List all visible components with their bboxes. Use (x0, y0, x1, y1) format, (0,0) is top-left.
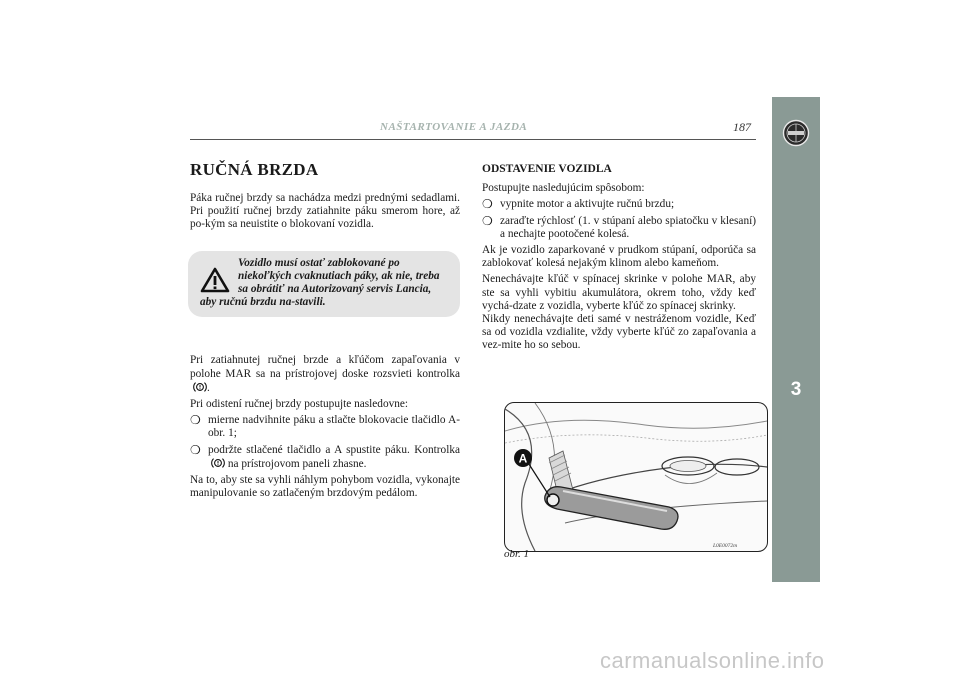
lever-illustration (505, 403, 767, 551)
parking-step (482, 215, 756, 241)
section-title-parking: ODSTAVENIE VOZIDLA (482, 163, 612, 175)
parking-step-text: vypnite motor a aktivujte ručnú brzdu; (500, 198, 675, 211)
key-paragraph: Nenechávajte kľúč v spínacej skrinke v polohe MAR, aby ste sa vyhli vybitiu akumulátora, okrem toho, vždy keď vychá-dzate z vozidla, vyberte kľúč zo spínacej skrinky. (482, 273, 756, 312)
right-column (482, 160, 756, 356)
bullet-circle-icon: ❍ (482, 213, 493, 228)
parking-step-text: zaraďte rýchlosť (1. v stúpaní alebo spiatočku v klesaní) a nechajte pootočené kolesá. (500, 214, 756, 240)
release-step (190, 414, 460, 440)
page-number: 187 (733, 120, 751, 134)
running-title: NAŠTARTOVANIE A JAZDA (380, 121, 528, 133)
left-column (190, 160, 460, 503)
callout-label-a: A (518, 451, 528, 466)
watermark: carmanualsonline.info (600, 648, 825, 673)
figure-code: L0E0072m (713, 543, 738, 549)
warning-box (188, 251, 460, 318)
release-intro: Pri odistení ručnej brzdy postupujte nasledovne: (190, 398, 409, 411)
chapter-number: 3 (790, 379, 802, 400)
figure-parking-brake-lever (504, 402, 768, 552)
engaged-paragraph-text: Pri zatiahnutej ručnej brzde a kľúčom zapaľovania v polohe MAR sa na prístrojovej doske rozsvieti kontrolka (190, 354, 460, 380)
final-paragraph: Na to, aby ste sa vyhli náhlym pohybom vozidla, vykonajte manipulovanie so zatlačeným brzdovým pedálom. (190, 474, 460, 500)
engaged-paragraph: Pri zatiahnutej ručnej brzde a kľúčom zapaľovania v polohe MAR sa na prístrojovej doske rozsvieti kontrolka. (190, 354, 460, 394)
warning-text: Vozidlo musí ostať zablokované po niekoľkých cvaknutiach páky, ak nie, treba sa obrátiť na Autorizovaný servis Lancia, aby ručnú brzdu na-stavili. (200, 256, 440, 309)
children-paragraph: Nikdy nenechávajte deti samé v nestráženom vozidle, Keď sa od vozidla vzdialite, vždy vyberte kľúč zo zapaľovania a vez-mite ho so sebou. (482, 313, 756, 352)
bullet-circle-icon: ❍ (482, 197, 493, 212)
parking-intro: Postupujte nasledujúcim spôsobom: (482, 182, 645, 195)
brake-warning-lamp-icon (193, 381, 207, 393)
release-step (190, 444, 460, 471)
release-step-text: podržte stlačené tlačidlo a A spustite páku. Kontrolka (208, 443, 460, 456)
release-step-tail: na prístrojovom paneli zhasne. (227, 457, 367, 470)
warning-triangle-icon (200, 267, 230, 293)
lancia-logo-icon (782, 119, 810, 147)
brake-warning-lamp-icon (211, 457, 225, 469)
slope-paragraph: Ak je vozidlo zaparkované v prudkom stúpaní, odporúča sa zablokovať kolesá nejakým klinom alebo kameňom. (482, 244, 756, 270)
parking-step (482, 198, 756, 211)
bullet-circle-icon: ❍ (190, 413, 201, 428)
section-title-parking-brake: RUČNÁ BRZDA (190, 160, 319, 179)
release-step-text: mierne nadvihnite páku a stlačte blokovacie tlačidlo A-obr. 1; (208, 414, 460, 440)
release-step-body (208, 444, 460, 471)
chapter-side-tab (772, 97, 820, 582)
header-rule (190, 139, 756, 140)
bullet-circle-icon: ❍ (190, 442, 201, 457)
intro-paragraph: Páka ručnej brzdy sa nachádza medzi prednými sedadlami. Pri použití ručnej brzdy zatiahnite páku smerom hore, až po-kým sa neuistite o blokovaní vozidla. (190, 192, 460, 231)
figure-caption: obr. 1 (504, 548, 530, 560)
